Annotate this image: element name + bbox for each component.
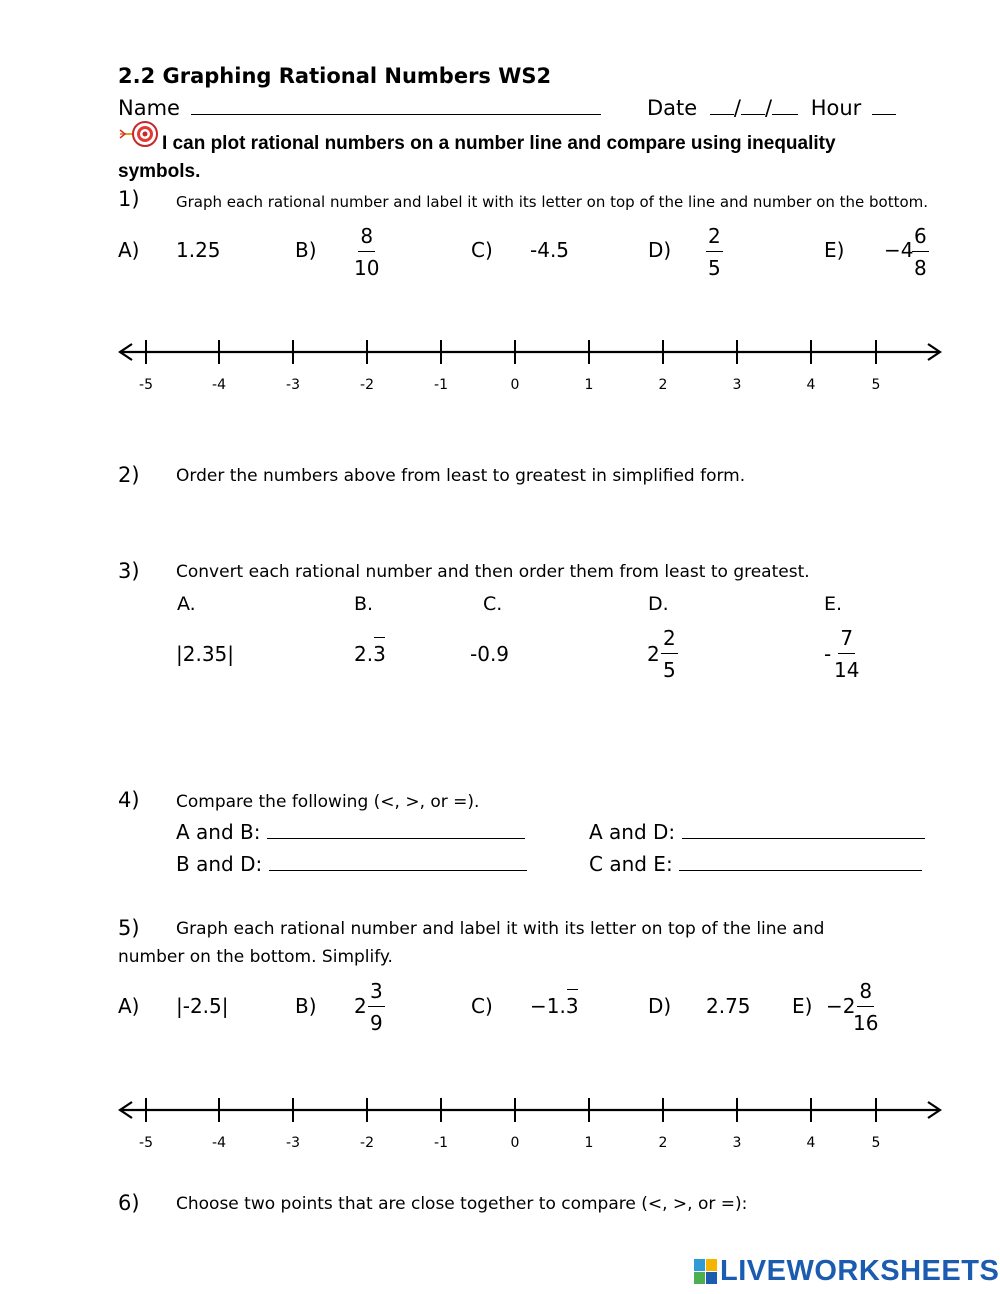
q4-number: 4) [118, 788, 140, 812]
number-line-tick-label: -4 [212, 377, 226, 393]
brand-name: LIVEWORKSHEETS [720, 1255, 1000, 1287]
q5-b-numerator: 3 [368, 981, 385, 1007]
q5-number: 5) [118, 916, 140, 940]
number-line-tick-label: 4 [806, 1135, 816, 1151]
number-line-tick-label: 3 [732, 377, 742, 393]
q3-b-repeat-digit: 3 [373, 642, 386, 666]
number-line-tick-label: -4 [212, 1135, 226, 1151]
q3-c-value: -0.9 [470, 642, 510, 666]
number-line-tick-label: 3 [732, 1135, 742, 1151]
q3-letter-a: A. [177, 593, 196, 615]
number-line-tick-label: -5 [139, 1135, 153, 1151]
q4-pair-ce-label: C and E: [589, 852, 673, 876]
q1-c-value: -4.5 [530, 238, 570, 262]
number-line-tick-label: 5 [871, 377, 881, 393]
q5-d-value: 2.75 [706, 994, 751, 1018]
q4-pair-bd-label: B and D: [176, 852, 263, 876]
liveworksheets-logo [694, 1255, 999, 1288]
q4-text: Compare the following (<, >, or =). [176, 792, 480, 812]
q5-c-prefix: −1. [530, 994, 566, 1018]
q1-b-denominator: 10 [354, 256, 380, 280]
number-line-tick-label: 2 [658, 377, 668, 393]
q4-pair-ab-label: A and B: [176, 820, 261, 844]
q1-a-value: 1.25 [176, 238, 221, 262]
q1-d-label: D) [648, 238, 672, 262]
number-line-tick-label: -1 [434, 377, 448, 393]
name-label: Name [118, 96, 180, 120]
number-line-tick-label: -1 [434, 1135, 448, 1151]
q2-text: Order the numbers above from least to greatest in simplified form. [176, 466, 746, 486]
q5-text-line2: number on the bottom. Simplify. [118, 947, 393, 967]
q5-a-label: A) [118, 994, 140, 1018]
q3-letter-c: C. [483, 593, 503, 615]
q3-e-numerator: 7 [838, 628, 855, 654]
q1-e-whole: −4 [884, 238, 914, 262]
q5-b-denominator: 9 [370, 1011, 383, 1035]
q3-d-denominator: 5 [663, 658, 676, 682]
q5-b-label: B) [295, 994, 317, 1018]
q5-e-whole: −2 [826, 994, 856, 1018]
q3-text: Convert each rational number and then order them from least to greatest. [176, 562, 810, 582]
q5-text-line1: Graph each rational number and label it with its letter on top of the line and [176, 919, 825, 939]
q1-b-numerator: 8 [358, 226, 375, 252]
q3-letter-b: B. [354, 593, 374, 615]
date-label: Date [647, 96, 698, 120]
number-line-tick-label: 5 [871, 1135, 881, 1151]
q2-number: 2) [118, 463, 140, 487]
q5-e-denominator: 16 [853, 1011, 879, 1035]
q3-b-whole-part: 2. [354, 642, 374, 666]
liveworksheets-icon [694, 1259, 718, 1285]
q6-text: Choose two points that are close together to compare (<, >, or =): [176, 1194, 748, 1214]
number-line-tick-label: -3 [286, 1135, 300, 1151]
q1-e-denominator: 8 [914, 256, 927, 280]
q1-e-label: E) [824, 238, 845, 262]
q5-c-repeat-digit: 3 [565, 994, 579, 1018]
number-line-tick-label: 0 [510, 377, 520, 393]
hour-label: Hour [810, 96, 862, 120]
number-line-tick-label: -3 [286, 377, 300, 393]
q3-d-numerator: 2 [661, 628, 678, 654]
q1-c-label: C) [471, 238, 493, 262]
number-line-tick-label: 4 [806, 377, 816, 393]
q3-e-denominator: 14 [834, 658, 860, 682]
number-line-tick-label: -5 [139, 377, 153, 393]
q5-c-label: C) [471, 994, 493, 1018]
q1-e-numerator: 6 [912, 226, 929, 252]
number-line-tick-label: -2 [360, 1135, 374, 1151]
q1-d-denominator: 5 [708, 256, 721, 280]
q6-number: 6) [118, 1191, 140, 1215]
q5-b-whole: 2 [354, 994, 367, 1018]
date-separator: / [733, 96, 741, 120]
q1-a-label: A) [118, 238, 140, 262]
q3-letter-d: D. [648, 593, 669, 615]
q5-a-value: |-2.5| [176, 994, 229, 1018]
q4-pair-ad-label: A and D: [589, 820, 676, 844]
q3-e-sign: - [824, 642, 832, 666]
number-line-tick-label: 0 [510, 1135, 520, 1151]
q5-d-label: D) [648, 994, 672, 1018]
number-line-tick-label: -2 [360, 377, 374, 393]
date-separator: / [764, 96, 773, 120]
q3-letter-e: E. [824, 593, 843, 615]
q1-b-label: B) [295, 238, 317, 262]
number-line-tick-label: 1 [584, 377, 594, 393]
q1-d-numerator: 2 [706, 226, 723, 252]
q3-number: 3) [118, 559, 140, 583]
q1-text: Graph each rational number and label it with its letter on top of the line and number on the bottom. [176, 193, 929, 211]
q5-e-label: E) [792, 994, 813, 1018]
q5-e-numerator: 8 [857, 981, 874, 1007]
q3-d-whole: 2 [647, 642, 660, 666]
learning-objective: I can plot rational numbers on a number line and compare using inequality symbols. [118, 133, 836, 182]
q1-number: 1) [118, 187, 140, 211]
page-title: 2.2 Graphing Rational Numbers WS2 [118, 64, 552, 88]
number-line-tick-label: 1 [584, 1135, 594, 1151]
number-line-tick-label: 2 [658, 1135, 668, 1151]
q3-a-value: |2.35| [176, 642, 235, 666]
